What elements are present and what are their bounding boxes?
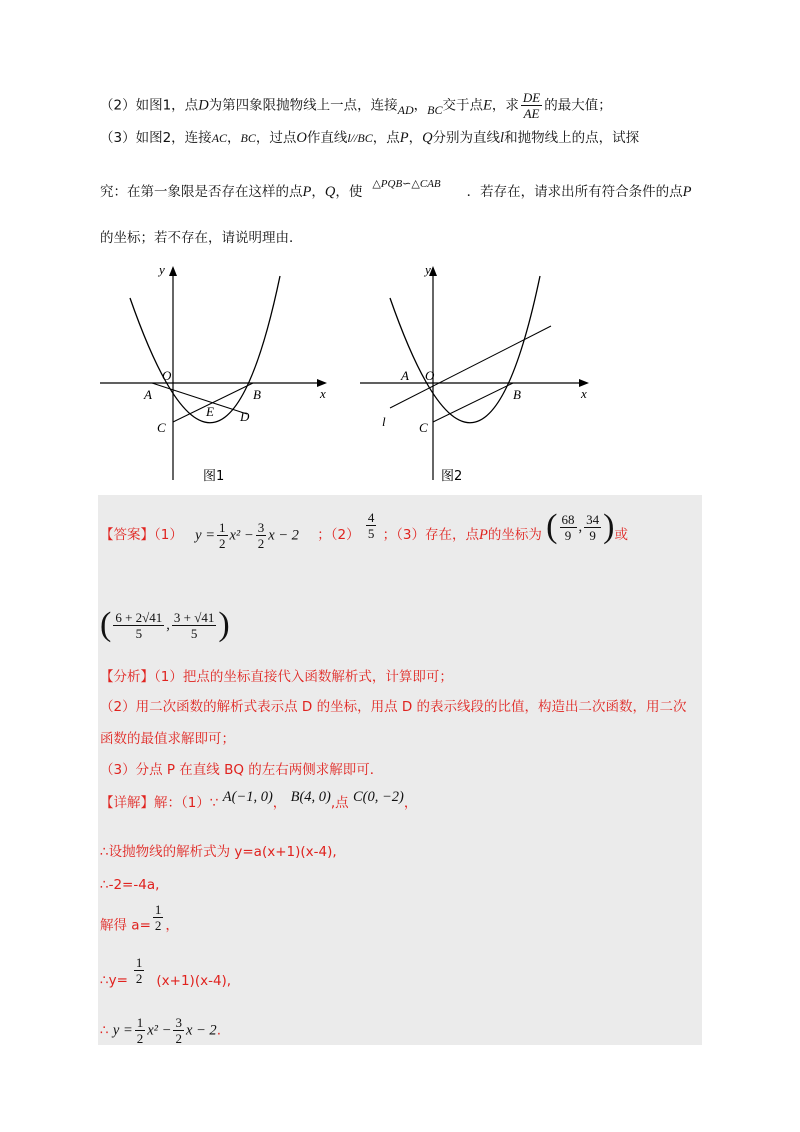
detail-line-1: 【详解】解：（1）∵ A(−1, 0)， B(4, 0),点 C(0, −2)， <box>100 789 418 811</box>
fig2-label-l: l <box>382 414 386 429</box>
detail-line-4: 解得 a= $\frac{1}{2}$ ， <box>100 902 179 934</box>
detail-tag: 【详解】 <box>100 795 154 811</box>
fig1-label-x: x <box>320 386 326 401</box>
fig1-label-a: A <box>144 387 152 402</box>
fig2-label-y: y <box>425 262 431 277</box>
analysis-line-2: （2）用二次函数的解析式表示点 D 的坐标，用点 D 的表示线段的比值，构造出二次函数，用二次 <box>100 699 687 715</box>
answer-line: 【答案】（1） y = $\frac{1}{2}$ x² − $\frac{3}{2}$ x − 2 ；（2） $\frac{4}{5}$ ；（3）存在，点P的坐标为 ( $\frac{68}{9}$ , $\frac{34}{9}$ )或 <box>100 508 628 551</box>
fig1-label-y: y <box>159 262 165 277</box>
fig1-caption: 图1 <box>203 469 225 484</box>
fig2-label-a: A <box>401 368 409 383</box>
figure-2 <box>355 258 605 488</box>
fig2-segment-bc <box>433 383 513 422</box>
detail-line-2: ∴设抛物线的解析式为 y=a(x+1)(x-4), <box>100 844 337 860</box>
fig2-label-o: O <box>425 368 435 383</box>
fig1-label-d: D <box>240 409 250 424</box>
answer-coordinate-1: ( $\frac{68}{9}$ , $\frac{34}{9}$ ) <box>546 508 615 545</box>
fig1-label-o: O <box>162 368 172 383</box>
fraction-de-ae: $\frac{DE}{AE}$ <box>522 90 541 121</box>
analysis-line-1: 【分析】（1）把点的坐标直接代入函数解析式，计算即可； <box>100 669 453 685</box>
fig1-label-c: C <box>157 420 166 435</box>
fig2-line-l <box>390 326 551 408</box>
answer-formula-1: y = $\frac{1}{2}$ x² − $\frac{3}{2}$ x − 2 <box>195 519 299 551</box>
question-3-line-3: 的坐标；若不存在，请说明理由． <box>100 230 303 246</box>
fig1-label-e: E <box>206 404 214 419</box>
question-3-line-1: （3）如图2，连接AC，BC，过点O作直线l//BC，点P，Q分别为直线l和抛物线上的点，试探 <box>100 130 640 146</box>
detail-line-6: ∴ y = $\frac{1}{2}$ x² − $\frac{3}{2}$ x − 2. <box>100 1015 221 1046</box>
figure-1 <box>95 258 345 488</box>
question-2: （2）如图1，点D为第四象限抛物线上一点，连接AD，BC交于点E，求 $\frac{DE}{AE}$ 的最大值； <box>100 90 612 121</box>
fig1-label-b: B <box>253 387 261 402</box>
answer-coordinate-2: ( $\frac{6 + 2√41}{5}$ , $\frac{3 + √41}{5}$ ) <box>100 606 230 643</box>
fig2-label-b: B <box>513 387 521 402</box>
fig2-label-x: x <box>581 386 587 401</box>
question-3-line-2: 究：在第一象限是否存在这样的点P，Q，使 $^{\triangle PQB∽\triangle CAB}$ ．若存在，请求出所有符合条件的点P <box>100 178 692 200</box>
analysis-line-3: 函数的最值求解即可； <box>100 731 235 747</box>
answer-tag: 【答案】 <box>100 527 154 543</box>
fig1-y-arrow <box>169 266 177 276</box>
fig2-caption: 图2 <box>441 469 463 484</box>
detail-line-3: ∴-2=-4a, <box>100 877 160 893</box>
answer-formula-2: $\frac{4}{5}$ <box>367 509 375 541</box>
similarity-expression: △PQB∽△CAB <box>372 178 441 190</box>
analysis-tag: 【分析】 <box>100 669 154 685</box>
fig2-label-c: C <box>419 420 428 435</box>
analysis-line-4: （3）分点 P 在直线 BQ 的左右两侧求解即可． <box>100 762 384 778</box>
detail-line-5: ∴y= $\frac{1}{2}$ (x+1)(x-4), <box>100 955 232 989</box>
